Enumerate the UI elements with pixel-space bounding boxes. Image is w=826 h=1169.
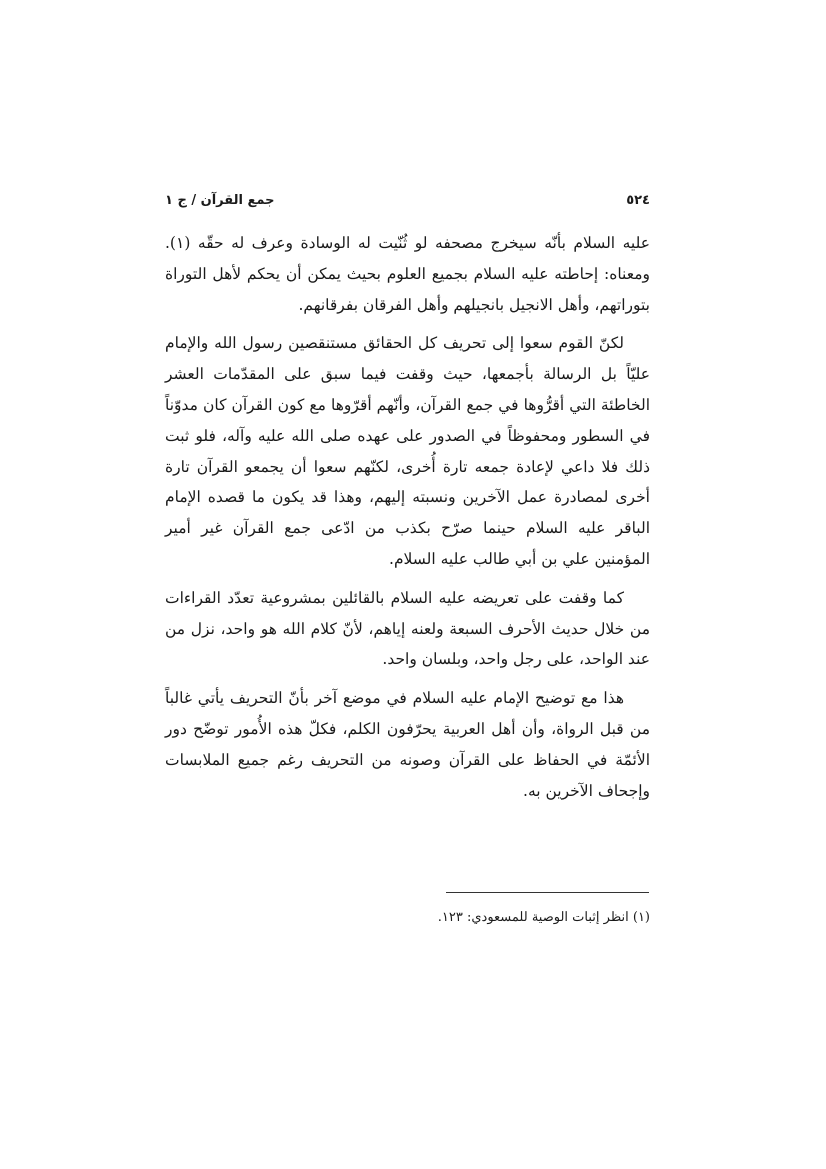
page-number: ٥٢٤ (626, 192, 650, 208)
paragraph-2: لكنّ القوم سعوا إلى تحريف كل الحقائق مستنقصين رسول الله والإمام عليّاً بل الرسالة بأجمعها، حيث وقفت فيما سبق على المقدّمات العشر الخاطئة التي أقرُّوها في جمع القرآن، وأنّهم أقرّوها مع كون القرآن كان مدوّناً في السطور ومحفوظاً في الصدور على عهده صلى الله عليه وآله، فلو ثبت ذلك فلا داعي لإعادة جمعه تارة أُخرى، لكنّهم سعوا أن يجمعو القرآن تارة أخرى لمصادرة عمل الآخرين ونسبته إليهم، وهذا قد يكون ما قصده الإمام الباقر عليه السلام حينما صرّح بكذب من ادّعى جمع القرآن غير أمير المؤمنين علي بن أبي طالب عليه السلام. (165, 334, 650, 568)
running-title: جمع القرآن / ج ١ (165, 192, 275, 208)
paragraph-1: عليه السلام بأنّه سيخرج مصحفه لو ثُنّيت له الوسادة وعرف له حقّه (١). ومعناه: إحاطته عليه السلام بجميع العلوم بحيث يمكن أن يحكم لأهل التوراة بتوراتهم، وأهل الانجيل بانجيلهم وأهل الفرقان بفرقانهم. (165, 234, 650, 314)
paragraph-3: كما وقفت على تعريضه عليه السلام بالقائلين بمشروعية تعدّد القراءات من خلال حديث الأحرف السبعة ولعنه إياهم، لأنّ كلام الله هو واحد، نزل من عند الواحد، على رجل واحد، وبلسان واحد. (165, 588, 650, 669)
paragraph-4: هذا مع توضيح الإمام عليه السلام في موضع آخر بأنّ التحريف يأتي غالباً من قبل الرواة، وأن أهل العربية يحرّفون الكلم، فكلّ هذه الأُمور توضّح دور الأئمّة في الحفاظ على القرآن وصونه من التحريف رغم جميع الملابسات وإجحاف الآخرين به. (165, 689, 650, 800)
main-text (165, 228, 650, 814)
footnote-divider (446, 892, 649, 893)
page-header (165, 186, 650, 214)
footnote: (١) انظر إثبات الوصية للمسعودي: ١٢٣. (437, 910, 650, 925)
